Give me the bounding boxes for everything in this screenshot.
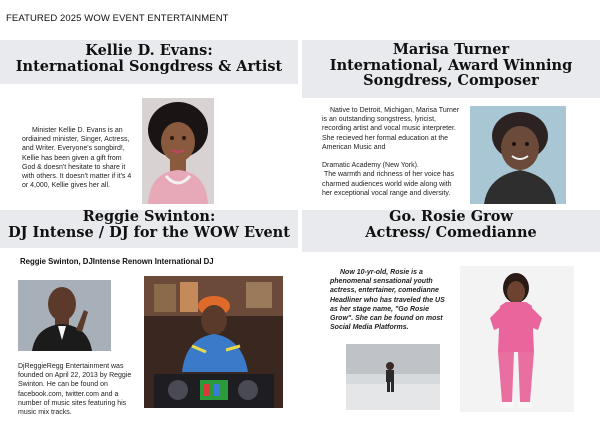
rosie-portrait-photo <box>460 266 574 412</box>
rosie-bio-text: Now 10-yr-old, Rosie is a phenomenal sensational youth actress, entertainer, comedianne Headliner who has traveled the US as her stage name, "Go Rosie Grow". She can be found on most Social Media Platforms. <box>330 269 445 332</box>
marisa-bio-p1: Native to Detroit, Michigan, Marisa Turner is an outstanding songstress, lyricist, recording artist and vocal music interpreter. She recieved her formal education at the American Music and <box>322 107 460 151</box>
marisa-title-line3: Songdress, Composer <box>363 72 539 90</box>
reggie-bio-text: DjReggieRegg Entertainment was founded on April 22, 2013 by Reggie Swinton. He can be found on facebook.com, twitter.com and a number of music sites featuring his music mix tracks. <box>18 363 132 417</box>
rosie-title <box>302 209 600 240</box>
rosie-title-line1: Go. Rosie Grow <box>389 208 513 225</box>
marisa-bio-p3: The warmth and richness of her voice has charmed audiences world wide along with her exceptional vocal range and diversity. <box>322 171 454 197</box>
page-header: FEATURED 2025 WOW EVENT ENTERTAINMENT <box>6 13 229 24</box>
kellie-title <box>0 43 298 74</box>
rosie-title-line2: Actress/ Comedianne <box>365 223 537 241</box>
reggie-subtitle: Reggie Swinton, DJIntense Renown International DJ <box>20 257 214 266</box>
reggie-title <box>0 209 298 240</box>
reggie-portrait-photo <box>18 280 111 351</box>
kellie-title-line1: Kellie D. Evans: <box>85 42 213 59</box>
reggie-dj-photo <box>144 276 283 408</box>
rosie-stage-photo <box>346 344 440 410</box>
kellie-title-line2: International Songdress & Artist <box>15 57 283 75</box>
marisa-bio <box>322 106 462 198</box>
kellie-photo <box>142 98 214 204</box>
marisa-photo <box>470 106 566 204</box>
rosie-bio <box>330 268 454 333</box>
reggie-title-line2: DJ Intense / DJ for the WOW Event <box>8 223 290 241</box>
reggie-bio <box>18 362 134 417</box>
kellie-bio-text: Minister Kellie D. Evans is an ordiained minister, Singer, Actress, and Writer. Everyone's songbird!, Kellie has been given a gift from God & doesn't hesitate to share it with others. It doesn't matter if it's 4 or 4,000, Kellie gives her all. <box>22 127 132 190</box>
marisa-title-line2: International, Award Winning <box>329 56 573 74</box>
marisa-title-line1: Marisa Turner <box>392 41 510 58</box>
marisa-bio-p2: Dramatic Academy (New York). <box>322 162 419 170</box>
kellie-bio <box>22 126 134 191</box>
marisa-title <box>302 42 600 89</box>
reggie-title-line1: Reggie Swinton: <box>82 208 216 225</box>
